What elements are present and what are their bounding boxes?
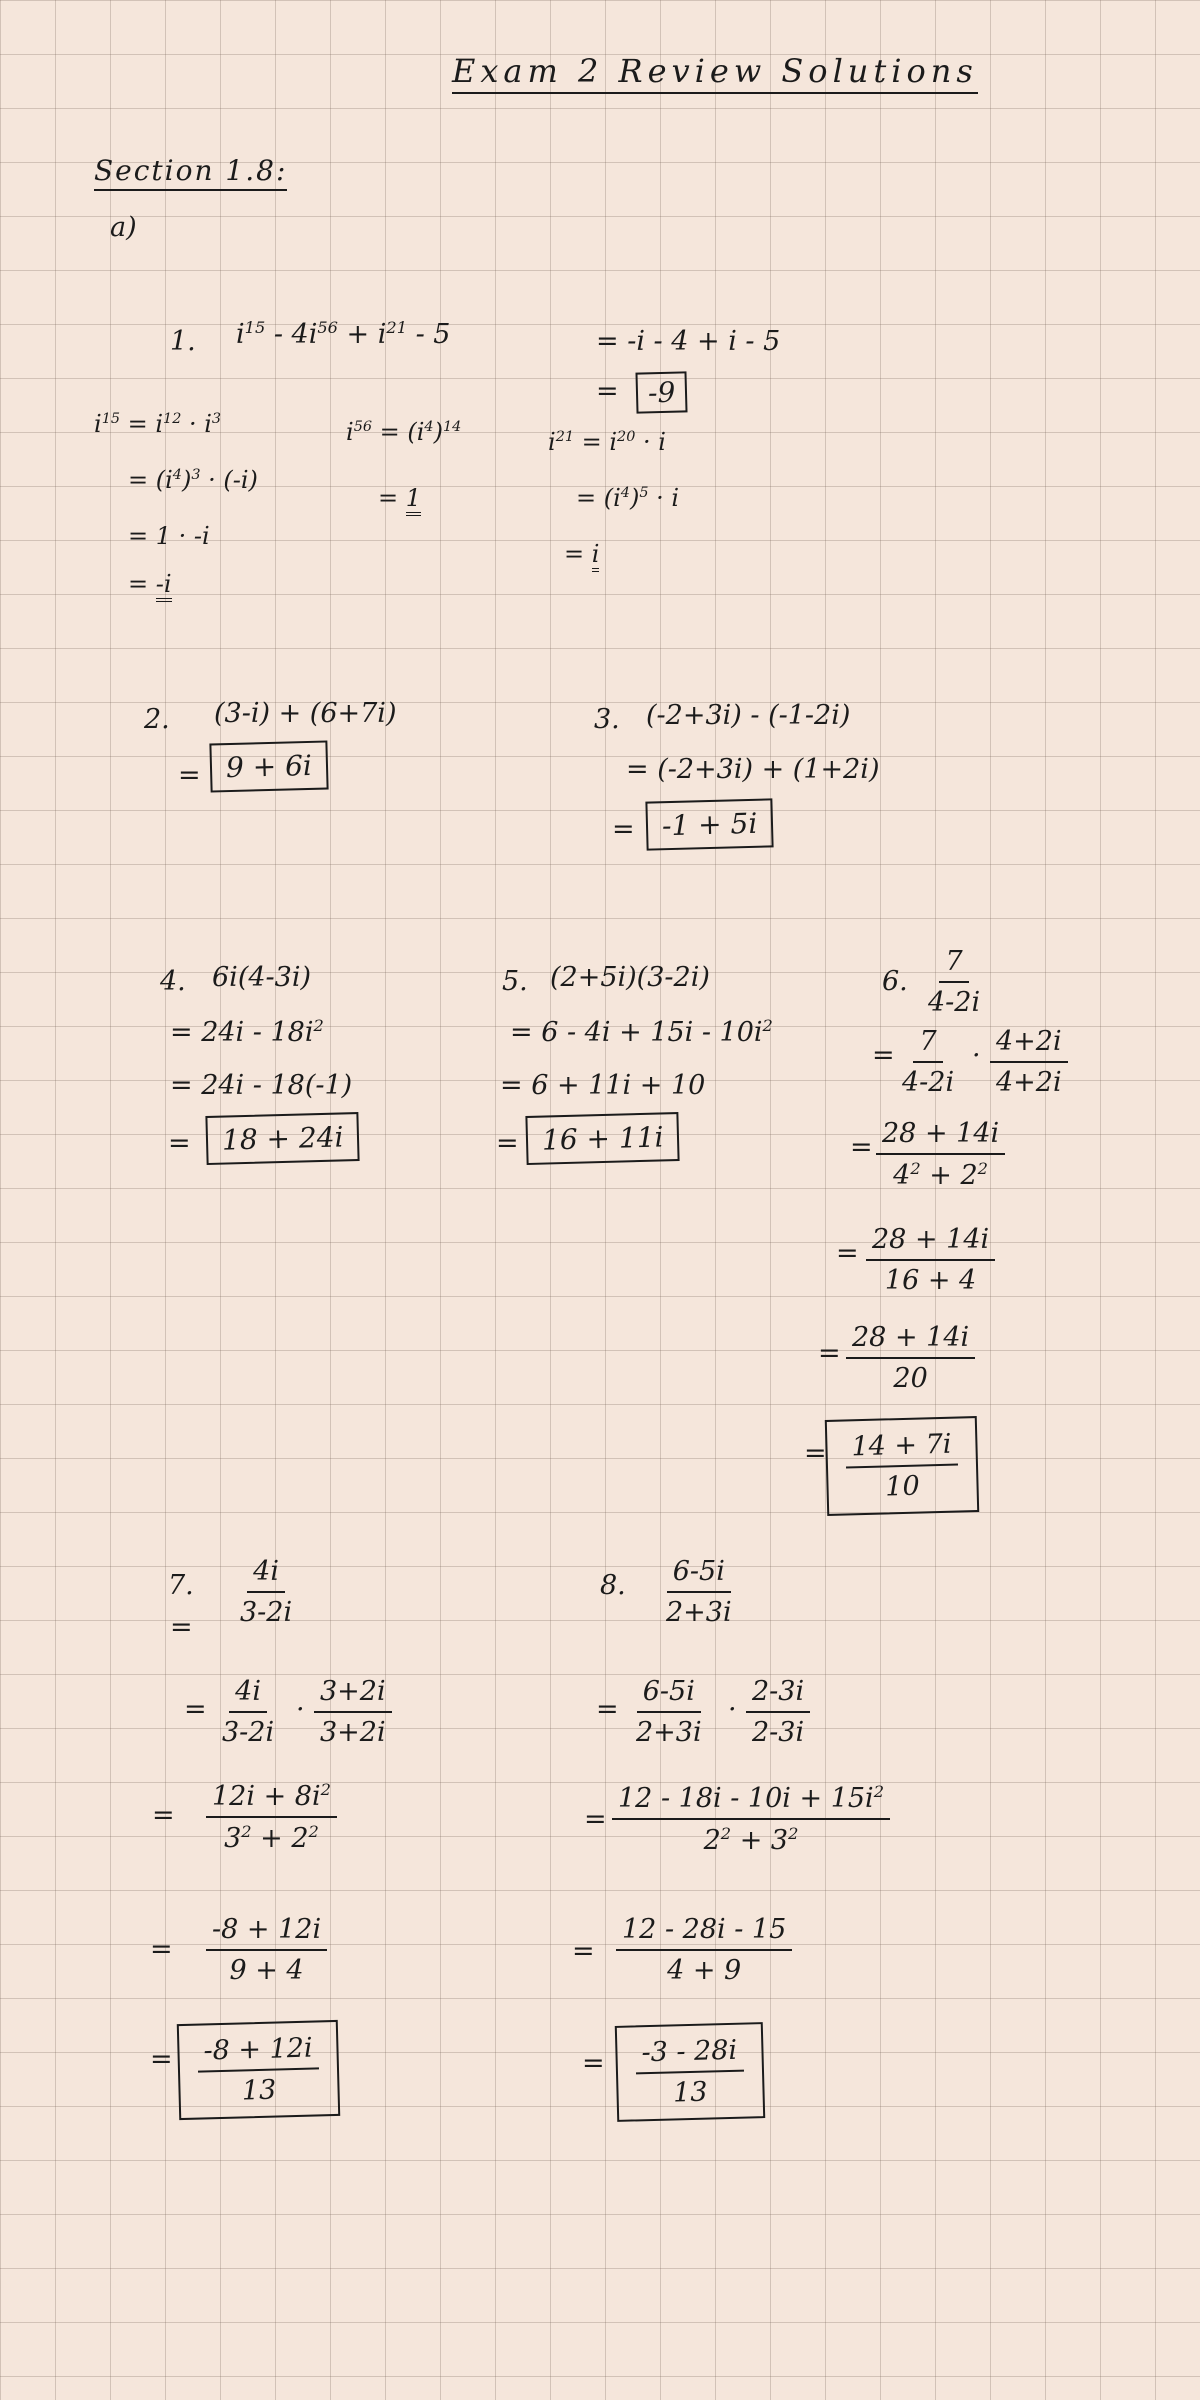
p7-eq-sign-2: = (152, 1800, 175, 1831)
p8-eq-sign-1: = (596, 1694, 619, 1725)
p5-step1: = $6 - 4i + 15i - 10i^2$ (510, 1016, 773, 1048)
p4-step2: = 24i - 18(-1) (170, 1070, 353, 1101)
p5-step2: = 6 + 11i + 10 (500, 1070, 706, 1101)
p1-work-g: $i^{21} = i^{20} \cdot i$ (548, 428, 666, 456)
p8-dot: · (728, 1694, 737, 1725)
p7-eq-sign-4: = (150, 2044, 173, 2075)
p2-number: 2. (144, 704, 170, 735)
p7-step1: $\frac{12i + 8i^2}{3^2 + 2^2}$ (206, 1780, 337, 1854)
p8-eq-sign-4: = (582, 2048, 605, 2079)
p1-work-h: = $(i^4)^5 \cdot i$ (576, 484, 680, 512)
part-label: a) (110, 212, 137, 243)
p7-multiplicand: $\frac{4i}{3-2i}$ (222, 1676, 275, 1748)
p8-eq-sign-2: = (584, 1804, 607, 1835)
p1-eq1: = -i - 4 + i - 5 (596, 326, 781, 357)
p1-work-b: = $(i^4)^3 \cdot (-i)$ (128, 466, 258, 494)
p1-work-i: = i (564, 540, 599, 569)
p6-step2: $\frac{28 + 14i}{16 + 4}$ (866, 1224, 995, 1296)
p8-answer-box: $\frac{-3 - 28i}{13}$ (615, 2022, 765, 2122)
p4-number: 4. (160, 966, 186, 997)
p7-eq-sign-1: = (184, 1694, 207, 1725)
p1-work-d: = -i (128, 570, 172, 599)
p3-number: 3. (594, 704, 620, 735)
p6-eq-sign-5: = (804, 1438, 827, 1469)
p6-step3: $\frac{28 + 14i}{20}$ (846, 1322, 975, 1394)
p6-multiplicand: $\frac{7}{4-2i}$ (902, 1026, 955, 1098)
p2-expression: (3-i) + (6+7i) (214, 698, 397, 729)
p7-fraction: $\frac{4i}{3-2i}$ (240, 1556, 293, 1628)
p6-eq-sign-2: = (850, 1132, 873, 1163)
p1-eq2-sign: = (596, 376, 619, 407)
section-heading: Section 1.8: (94, 154, 287, 191)
p1-work-f: = 1 (378, 484, 421, 513)
p3-expression: (-2+3i) - (-1-2i) (646, 700, 851, 731)
p8-fraction: $\frac{6-5i}{2+3i}$ (666, 1556, 732, 1628)
p4-answer-box: 18 + 24i (205, 1112, 360, 1165)
p4-step1: = $24i - 18i^2$ (170, 1016, 324, 1048)
p3-eq-sign: = (612, 814, 635, 845)
p7-answer-box: $\frac{-8 + 12i}{13}$ (177, 2020, 341, 2120)
p6-dot: · (972, 1040, 981, 1071)
p1-work-c: = 1 · -i (128, 522, 210, 550)
p1-work-e: $i^{56} = (i^4)^{14}$ (346, 418, 462, 446)
p1-number: 1. (170, 326, 196, 357)
p4-eq-sign: = (168, 1128, 191, 1159)
p7-dot: · (296, 1694, 305, 1725)
p7-number: 7. (168, 1570, 194, 1601)
p8-step1: $\frac{12 - 18i - 10i + 15i^2}{2^2 + 3^2}$ (612, 1782, 890, 1856)
p2-answer-box: 9 + 6i (209, 740, 328, 792)
p6-eq-sign-1: = (872, 1040, 895, 1071)
p8-multiplicand: $\frac{6-5i}{2+3i}$ (636, 1676, 702, 1748)
p8-number: 8. (600, 1570, 626, 1601)
p8-conjugate: $\frac{2-3i}{2-3i}$ (746, 1676, 810, 1748)
p6-step1: $\frac{28 + 14i}{4^2 + 2^2}$ (876, 1118, 1005, 1191)
p5-answer-box: 16 + 11i (525, 1112, 680, 1165)
p5-expression: (2+5i)(3-2i) (550, 962, 710, 993)
p7-step2: $\frac{-8 + 12i}{9 + 4}$ (206, 1914, 327, 1986)
p3-step: = (-2+3i) + (1+2i) (626, 754, 880, 785)
p5-number: 5. (502, 966, 528, 997)
page-title: Exam 2 Review Solutions (452, 52, 978, 94)
p1-expression: $i^{15} - 4i^{56} + i^{21} - 5$ (236, 318, 451, 350)
p1-work-a: $i^{15} = i^{12} \cdot i^3$ (94, 410, 222, 438)
p6-conjugate: $\frac{4+2i}{4+2i}$ (990, 1026, 1068, 1098)
p1-answer-box: -9 (635, 371, 687, 413)
p2-eq-sign: = (178, 760, 201, 791)
p6-eq-sign-3: = (836, 1238, 859, 1269)
p7-eq-sign-0: = (170, 1612, 193, 1643)
p5-eq-sign: = (496, 1128, 519, 1159)
p6-answer-box: $\frac{14 + 7i}{10}$ (825, 1416, 979, 1516)
p6-eq-sign-4: = (818, 1338, 841, 1369)
p3-answer-box: -1 + 5i (645, 798, 774, 850)
p6-number: 6. (882, 966, 908, 997)
p7-conjugate: $\frac{3+2i}{3+2i}$ (314, 1676, 392, 1748)
p7-eq-sign-3: = (150, 1934, 173, 1965)
p8-eq-sign-3: = (572, 1936, 595, 1967)
p8-step2: $\frac{12 - 28i - 15}{4 + 9}$ (616, 1914, 792, 1986)
p4-expression: 6i(4-3i) (212, 962, 311, 993)
p6-fraction: $\frac{7}{4-2i}$ (928, 946, 981, 1018)
